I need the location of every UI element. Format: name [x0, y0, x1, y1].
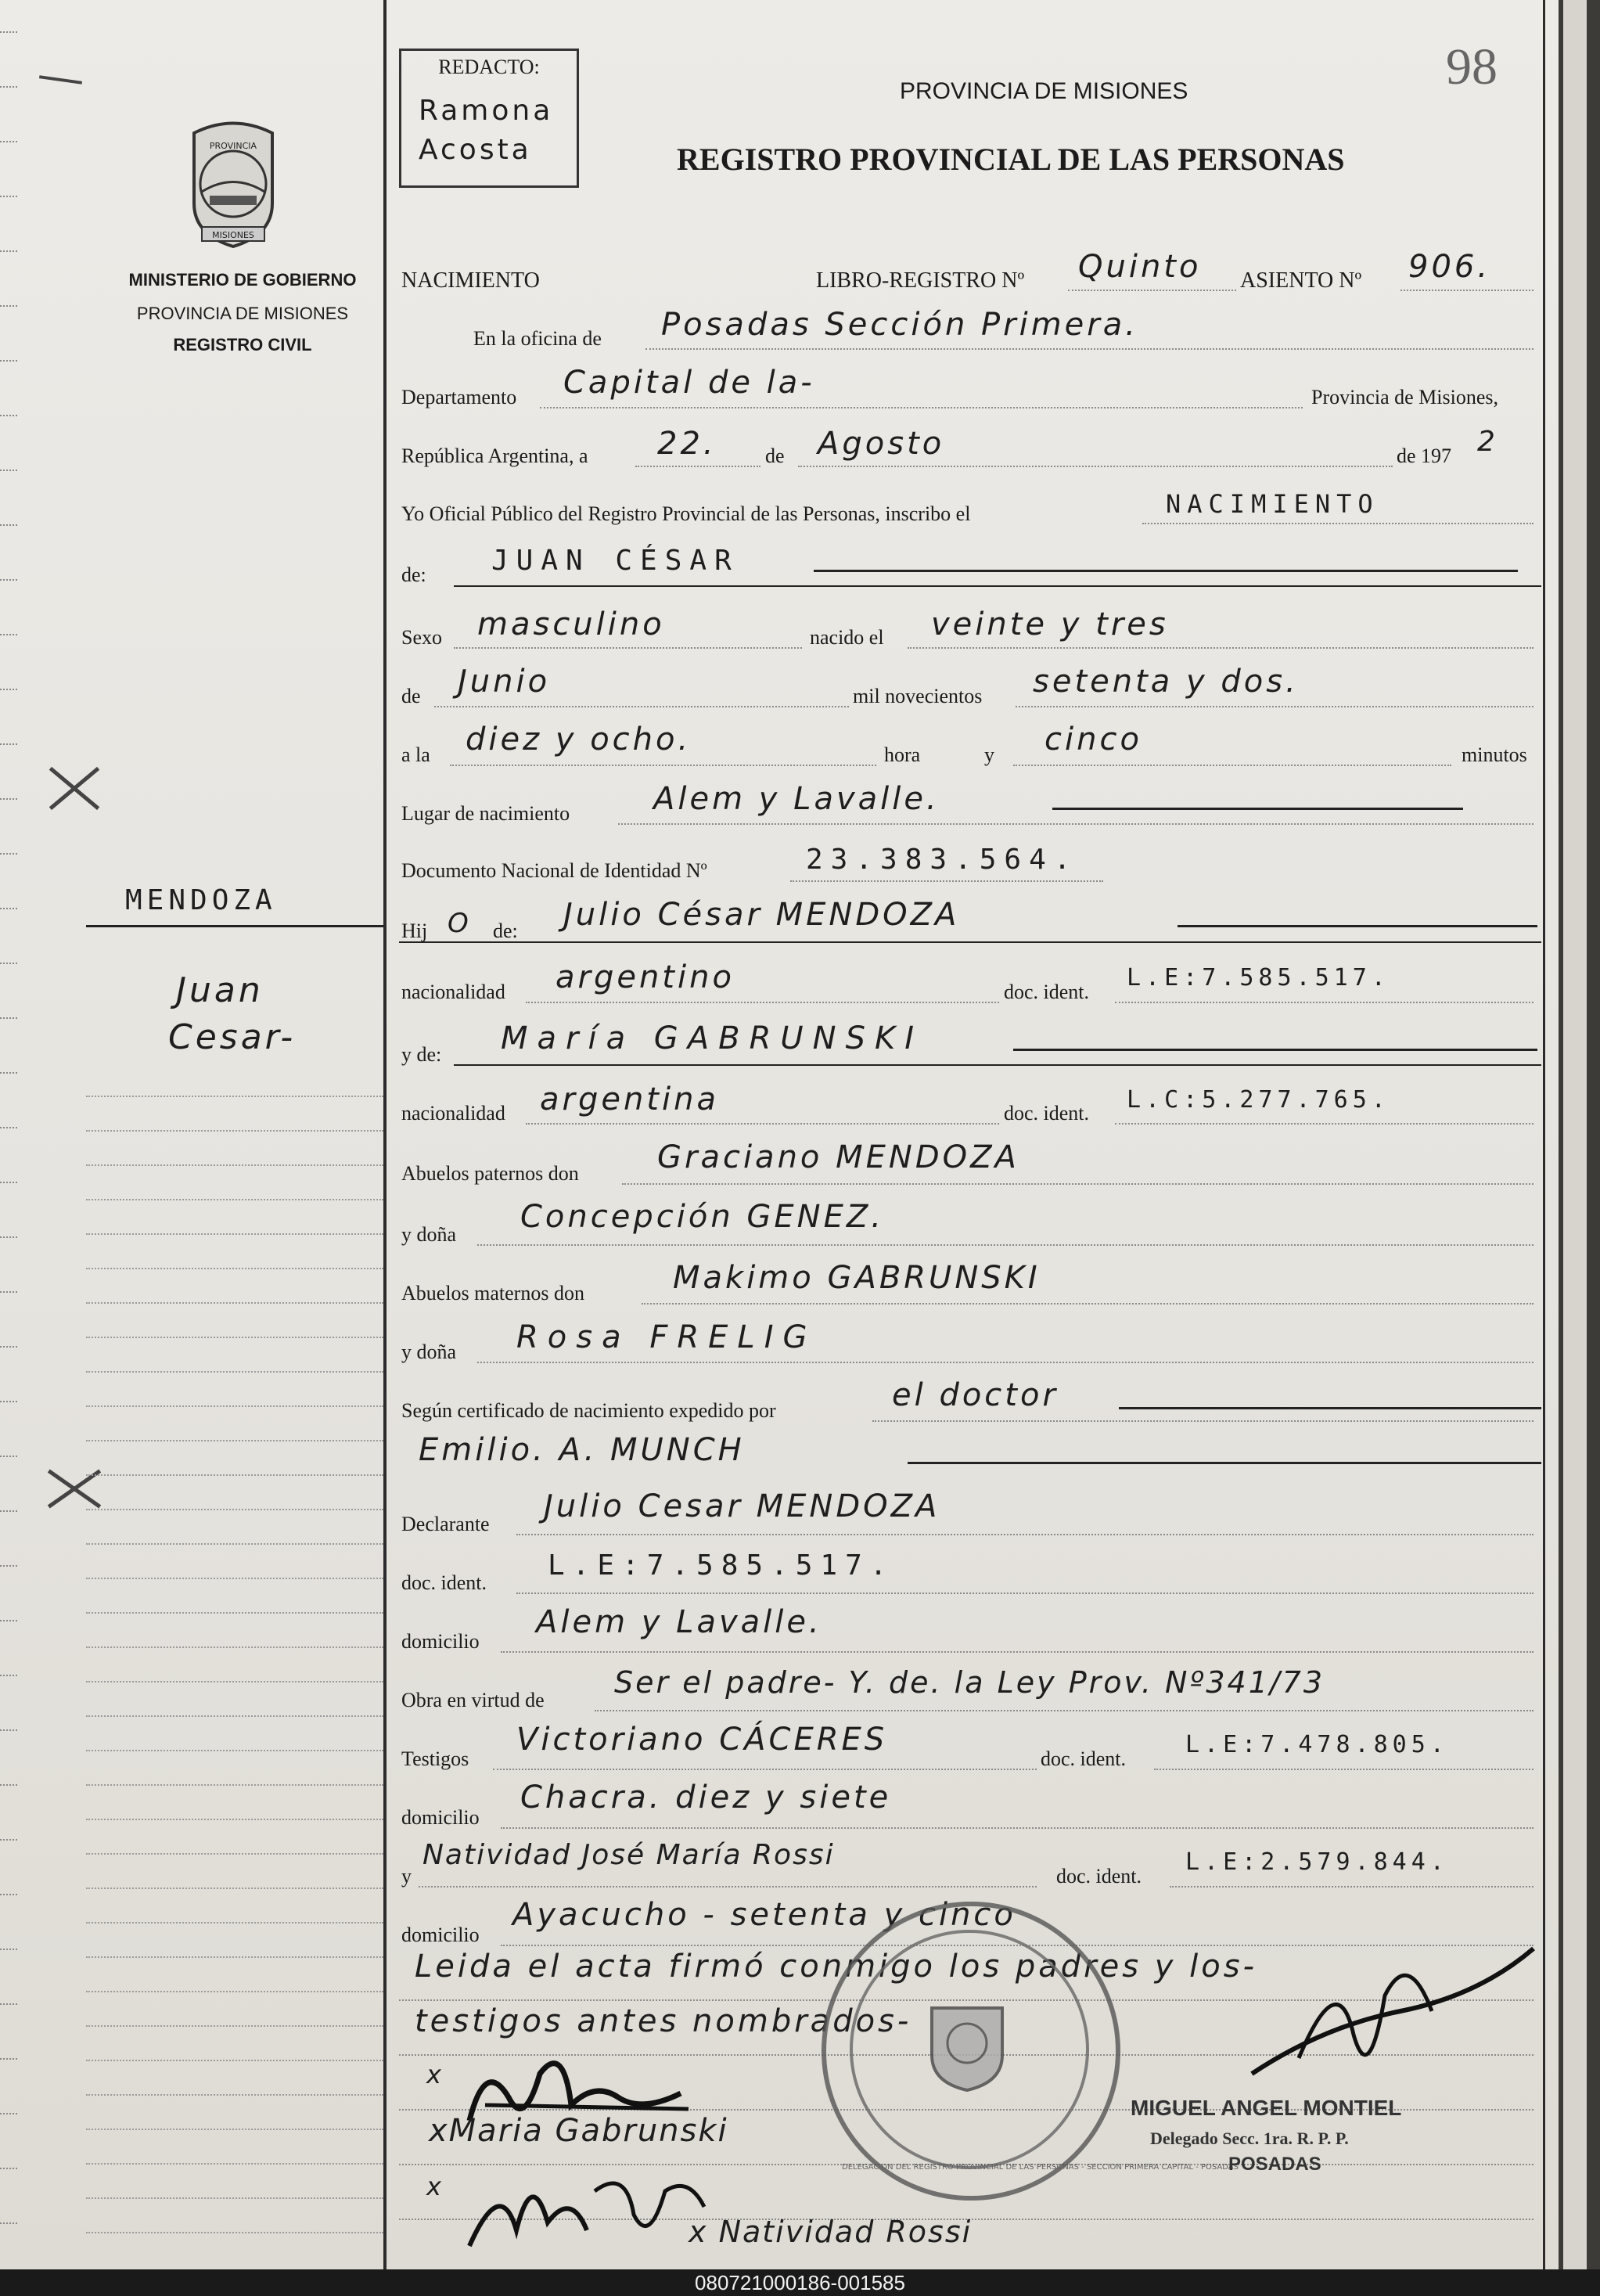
record-type-label: NACIMIENTO [401, 268, 540, 293]
sidebar-ruled-line [86, 1474, 383, 1476]
sidebar-ruled-line [86, 1233, 383, 1235]
nac-anio-line [1016, 706, 1533, 707]
republica-label: República Argentina, a [401, 444, 588, 467]
testigo1-value: Victoriano CÁCERES [516, 1722, 888, 1758]
sidebar-ruled-line [86, 1922, 383, 1924]
decl-doc-label: doc. ident. [401, 1571, 487, 1594]
binding-tick [0, 2058, 17, 2060]
lugar-label: Lugar de nacimiento [401, 802, 570, 825]
asiento-value: 906. [1408, 249, 1491, 285]
sexo-value: masculino [477, 606, 665, 642]
binding-tick [0, 1839, 17, 1841]
binding-tick [0, 1127, 17, 1128]
official-city: POSADAS [1228, 2154, 1321, 2175]
abuelo-pat-line [622, 1183, 1533, 1185]
binding-tick [0, 31, 17, 33]
sidebar-divider [383, 0, 387, 2269]
binding-tick [0, 1675, 17, 1676]
sidebar-ruled-line [86, 1956, 383, 1958]
asiento-line [1400, 290, 1533, 291]
de-name-label: de: [401, 563, 426, 586]
dni-line [790, 880, 1103, 882]
sidebar-given-name-2: Cesar- [168, 1017, 297, 1057]
redacto-box [399, 49, 579, 188]
sidebar-ruled-line [86, 1164, 383, 1166]
sidebar-ruled-line [86, 1130, 383, 1132]
sidebar-ruled-line [86, 1543, 383, 1545]
binding-tick [0, 2113, 17, 2114]
decl-domicilio-value: Alem y Lavalle. [536, 1604, 822, 1640]
binding-tick [0, 1401, 17, 1402]
de-label: de [765, 444, 785, 467]
departamento-value: Capital de la- [563, 365, 815, 401]
sidebar-ruled-line [86, 2163, 383, 2165]
oficina-value: Posadas Sección Primera. [661, 307, 1138, 343]
testigo1-line [493, 1769, 1037, 1770]
lugar-strike [1052, 808, 1463, 810]
binding-tick [0, 1620, 17, 1621]
official-name: MIGUEL ANGEL MONTIEL [1131, 2096, 1402, 2120]
abuela-mat-line [477, 1362, 1533, 1363]
de-mes-label: de [401, 685, 421, 707]
signature-mark-1: x [426, 2060, 444, 2089]
signature-witness1 [454, 2160, 720, 2254]
dni-label: Documento Nacional de Identidad Nº [401, 859, 707, 882]
nac-anio-value: setenta y dos. [1033, 664, 1299, 700]
madre-nac-line [526, 1123, 999, 1125]
sidebar-ruled-line [86, 2232, 383, 2233]
binding-tick [0, 1072, 17, 1074]
padre-strike [1178, 925, 1537, 927]
oficina-label: En la oficina de [473, 327, 602, 350]
registry-title: REGISTRO PROVINCIAL DE LAS PERSONAS [677, 142, 1345, 177]
sidebar-ruled-line [86, 1612, 383, 1614]
sidebar-surname-line [86, 925, 383, 927]
binding-tick [0, 1291, 17, 1293]
sidebar-ruled-line [86, 1440, 383, 1441]
binding-tick [0, 470, 17, 471]
stamp-crest-icon [924, 2000, 1010, 2094]
sidebar-ruled-line [86, 1888, 383, 1889]
sidebar-given-name-1: Juan [176, 970, 264, 1010]
sidebar-ruled-line [86, 1509, 383, 1510]
testigo1-doc-label: doc. ident. [1041, 1747, 1127, 1770]
hijo-label: Hij [401, 919, 428, 942]
hijo-suffix: O [448, 908, 472, 939]
libro-label: LIBRO-REGISTRO Nº [816, 268, 1025, 293]
sidebar-ruled-line [86, 1199, 383, 1200]
binding-tick [0, 2168, 17, 2169]
madre-strike [1013, 1049, 1537, 1051]
sidebar-ruled-line [86, 2129, 383, 2130]
libro-value: Quinto [1078, 249, 1202, 285]
dia-value: 22. [657, 426, 717, 462]
stamp-text: DELEGACION DEL REGISTRO PROVINCIAL DE LAS PERSONAS - SECCION PRIMERA CAPITAL - POSADAS [842, 2163, 1239, 2172]
binding-tick [0, 1182, 17, 1183]
binding-tick [0, 1236, 17, 1238]
abuela-pat-label: y doña [401, 1223, 457, 1246]
hora-value: diez y ocho. [466, 722, 692, 758]
certificado-strike [1119, 1407, 1541, 1409]
sidebar-ruled-line [86, 2060, 383, 2061]
abuelo-pat-value: Graciano MENDOZA [657, 1139, 1019, 1175]
sidebar-ruled-line [86, 1715, 383, 1717]
minutos-value: cinco [1044, 722, 1142, 758]
binding-tick [0, 415, 17, 416]
obra-line [595, 1710, 1533, 1711]
binding-tick [0, 689, 17, 690]
mes-line [798, 466, 1393, 467]
hijo-line-solid [399, 941, 1541, 943]
nacido-value: veinte y tres [931, 606, 1169, 642]
abuelo-mat-value: Makimo GABRUNSKI [673, 1260, 1041, 1296]
sidebar-ruled-line [86, 1646, 383, 1648]
signature-witness2: x Natividad Rossi [689, 2215, 973, 2249]
padre-nac-line [526, 1002, 999, 1003]
anio-value: 2 [1477, 426, 1498, 458]
anio-label: de 197 [1397, 444, 1452, 467]
certificado-value: el doctor [892, 1377, 1059, 1413]
madre-doc-value: L.C:5.277.765. [1127, 1086, 1390, 1114]
nac-mes-value: Junio [458, 664, 551, 700]
seal-text-bottom: MISIONES [212, 230, 254, 240]
decl-doc-line [516, 1592, 1533, 1594]
binding-tick [0, 524, 17, 526]
seal-text-top: PROVINCIA [209, 141, 257, 151]
binding-tick [0, 2003, 17, 2005]
binding-tick [0, 1510, 17, 1512]
departamento-line [540, 407, 1303, 408]
sidebar-ruled-line [86, 2094, 383, 2096]
decl-domicilio-line [501, 1651, 1533, 1653]
madre-value: María GABRUNSKI [501, 1020, 924, 1056]
binding-tick [0, 360, 17, 362]
binding-tick [0, 963, 17, 964]
binding-tick [0, 1784, 17, 1786]
testigo1-dom-label: domicilio [401, 1806, 480, 1829]
nombre-strike [814, 570, 1518, 572]
abuelos-pat-label: Abuelos paternos don [401, 1162, 579, 1185]
redacto-label: REDACTO: [438, 56, 540, 78]
padre-doc-label: doc. ident. [1004, 981, 1090, 1003]
declarante-line [516, 1534, 1533, 1535]
testigo1-dom-value: Chacra. diez y siete [520, 1780, 892, 1816]
hora-line [450, 765, 876, 766]
declarante-value: Julio Cesar MENDOZA [544, 1488, 940, 1524]
padre-doc-line [1115, 1002, 1533, 1003]
sidebar-surname: MENDOZA [125, 884, 277, 916]
sidebar-ruled-line [86, 1578, 383, 1579]
nacido-label: nacido el [810, 626, 884, 649]
a-la-label: a la [401, 743, 430, 766]
abuela-pat-value: Concepción GENEZ. [520, 1199, 884, 1235]
oficina-line [645, 348, 1533, 350]
image-code-footer: 080721000186-001585 [0, 2269, 1600, 2296]
sidebar-ruled-line [86, 2025, 383, 2027]
dni-value: 23.383.564. [806, 844, 1079, 876]
testigo2-doc-line [1170, 1886, 1533, 1888]
binding-tick [0, 634, 17, 635]
sexo-line [454, 647, 802, 649]
sidebar-ruled-line [86, 1784, 383, 1786]
testigo2-doc-label: doc. ident. [1056, 1865, 1142, 1888]
nacido-line [908, 647, 1533, 649]
testigo2-dom-label: domicilio [401, 1924, 480, 1946]
province-title: PROVINCIA DE MISIONES [900, 78, 1188, 104]
obra-value: Ser el padre- Y. de. la Ley Prov. Nº341/73 [614, 1665, 1325, 1700]
cierre-line2: testigos antes nombrados- [415, 2003, 912, 2039]
departamento-label: Departamento [401, 386, 517, 408]
libro-line [1068, 290, 1236, 291]
testigo1-doc-line [1154, 1769, 1533, 1770]
signature-mark-3: x [426, 2172, 444, 2201]
y-de-label: y de: [401, 1043, 442, 1066]
minutos-label: minutos [1462, 743, 1527, 766]
testigo2-value: Natividad José María Rossi [422, 1839, 835, 1871]
binding-tick [0, 798, 17, 800]
hora-label: hora [884, 743, 921, 766]
sidebar-ruled-line [86, 1750, 383, 1751]
testigo2-line [419, 1886, 1037, 1888]
signature-official [1228, 1917, 1541, 2105]
right-border [1543, 0, 1545, 2269]
binding-tick [0, 196, 17, 197]
binding-tick [0, 141, 17, 142]
hijo-de-label: de: [493, 919, 518, 942]
abuelo-mat-line [642, 1303, 1533, 1305]
binding-tick [0, 86, 17, 88]
madre-nac-value: argentina [540, 1081, 719, 1117]
padre-nac-value: argentino [556, 959, 735, 995]
binding-tick [0, 853, 17, 855]
testigo2-dom-value: Ayacucho - setenta y cinco [512, 1897, 1016, 1933]
binding-tick [0, 1346, 17, 1348]
sidebar-ruled-line [86, 1853, 383, 1855]
y-label: y [984, 743, 994, 766]
decl-domicilio-label: domicilio [401, 1630, 480, 1653]
ministry-line3: REGISTRO CIVIL [173, 335, 312, 354]
testigos-label: Testigos [401, 1747, 469, 1770]
abuela-mat-label: y doña [401, 1341, 457, 1363]
testigo1-doc-value: L.E:7.478.805. [1185, 1731, 1449, 1758]
obra-label: Obra en virtud de [401, 1689, 545, 1711]
certificado-label: Según certificado de nacimiento expedido por [401, 1399, 776, 1422]
mes-value: Agosto [818, 426, 945, 462]
binding-tick [0, 305, 17, 307]
testigo2-doc-value: L.E:2.579.844. [1185, 1848, 1449, 1876]
redacto-name-1: Ramona [419, 95, 554, 127]
ministry-line2: PROVINCIA DE MISIONES [136, 304, 349, 323]
declarante-label: Declarante [401, 1513, 490, 1535]
sidebar-ruled-line [86, 1681, 383, 1682]
testigo1-dom-line [501, 1827, 1533, 1829]
yo-oficial-label: Yo Oficial Público del Registro Provincial de las Personas, inscribo el [401, 502, 971, 525]
lugar-value: Alem y Lavalle. [653, 781, 940, 817]
sidebar-ruled-line [86, 1991, 383, 1992]
provincia-label: Provincia de Misiones, [1311, 386, 1499, 408]
sexo-label: Sexo [401, 626, 442, 649]
redacto-name-2: Acosta [419, 134, 532, 166]
abuela-pat-line [477, 1244, 1533, 1246]
minutos-line [1013, 765, 1451, 766]
padre-nac-label: nacionalidad [401, 981, 505, 1003]
nombre-value: JUAN CÉSAR [491, 545, 739, 577]
madre-doc-label: doc. ident. [1004, 1102, 1090, 1125]
inscripcion-value: NACIMIENTO [1166, 489, 1379, 519]
binding-tick [0, 1949, 17, 1950]
binding-tick [0, 743, 17, 745]
sidebar-ruled-line [86, 1371, 383, 1373]
signature-mother: xMaria Gabrunski [429, 2113, 728, 2149]
official-title: Delegado Secc. 1ra. R. P. P. [1150, 2129, 1349, 2148]
sidebar-ruled-line [86, 1302, 383, 1304]
nac-mes-line [434, 706, 849, 707]
madre-line-solid [454, 1064, 1541, 1066]
asiento-label: ASIENTO Nº [1240, 268, 1362, 293]
nombre-line-solid [454, 585, 1541, 587]
binding-tick [0, 1456, 17, 1457]
binding-tick [0, 1565, 17, 1567]
staple-mark [39, 75, 82, 85]
binding-tick [0, 1729, 17, 1731]
cierre-line1: Leida el acta firmó conmigo los padres y los- [415, 1949, 1258, 1985]
binding-tick [0, 1017, 17, 1019]
sidebar-ruled-line [86, 1096, 383, 1097]
mil-label: mil novecientos [853, 685, 983, 707]
abuela-mat-value: Rosa FRELIG [516, 1319, 817, 1355]
sidebar-ruled-line [86, 1405, 383, 1407]
binding-tick [0, 2222, 17, 2224]
folio-number: 98 [1446, 38, 1498, 95]
dia-line [635, 466, 760, 467]
medico-strike [908, 1462, 1541, 1464]
sidebar-ruled-line [86, 1819, 383, 1820]
padre-value: Julio César MENDOZA [563, 897, 960, 933]
binding-tick [0, 579, 17, 581]
book-edge [1559, 0, 1600, 2269]
sidebar-ruled-line [86, 2197, 383, 2199]
sidebar-ruled-line [86, 1337, 383, 1338]
provincial-seal-icon [178, 117, 288, 250]
inscripcion-line [1142, 523, 1533, 524]
lugar-line [618, 823, 1533, 825]
y-testigo-label: y [401, 1865, 412, 1888]
binding-tick [0, 1894, 17, 1895]
registry-stamp [822, 1902, 1239, 2201]
decl-doc-value: L.E:7.585.517. [548, 1549, 895, 1582]
abuelos-mat-label: Abuelos maternos don [401, 1282, 584, 1305]
binding-tick [0, 908, 17, 909]
binding-tick [0, 250, 17, 252]
medico-value: Emilio. A. MUNCH [419, 1432, 745, 1468]
certificado-line [872, 1420, 1533, 1422]
madre-nac-label: nacionalidad [401, 1102, 505, 1125]
ministry-line1: MINISTERIO DE GOBIERNO [128, 270, 357, 290]
madre-doc-line [1115, 1123, 1533, 1125]
sidebar-ruled-line [86, 1268, 383, 1269]
padre-doc-value: L.E:7.585.517. [1127, 964, 1390, 991]
